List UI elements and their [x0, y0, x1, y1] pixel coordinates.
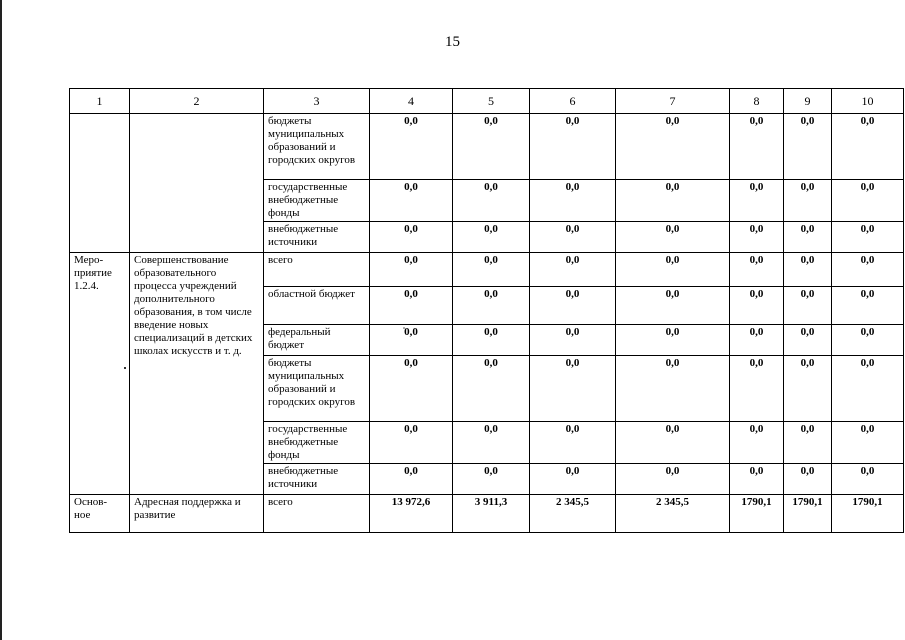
- value-cell: 0,0: [730, 287, 784, 325]
- value-cell: 0,0: [370, 114, 453, 180]
- header-cell: 4: [370, 89, 453, 114]
- value-cell: 0,0: [730, 356, 784, 422]
- activity-label-line: ное: [74, 509, 91, 521]
- value-cell: 0,0: [784, 356, 832, 422]
- budget-table: [69, 88, 904, 533]
- page-number: 15: [445, 34, 460, 50]
- table-row: [70, 253, 904, 287]
- value-cell: 2 345,5: [530, 495, 616, 533]
- value-cell: 0,0: [832, 287, 904, 325]
- value-cell: 0,0: [370, 464, 453, 495]
- value-cell: 0,0: [784, 287, 832, 325]
- value-cell: 0,0: [530, 253, 616, 287]
- header-cell: 10: [832, 89, 904, 114]
- funding-source: бюджеты муниципальных образований и городских округов: [264, 114, 370, 180]
- value-cell: 0,0: [453, 253, 530, 287]
- activity-label-cell: [70, 114, 130, 253]
- funding-source: государственные внебюджетные фонды: [264, 180, 370, 222]
- funding-source: всего: [264, 253, 370, 287]
- activity-label-line: 1.2.4.: [74, 280, 99, 292]
- value-cell: 0,0: [784, 222, 832, 253]
- value-cell: 0,0: [453, 356, 530, 422]
- value-cell: 0,0: [730, 464, 784, 495]
- value-cell: 0,0: [832, 180, 904, 222]
- value-cell: 0,0: [453, 464, 530, 495]
- header-cell: 2: [130, 89, 264, 114]
- value-cell: 0,0: [730, 114, 784, 180]
- value-cell: 3 911,3: [453, 495, 530, 533]
- value-cell: 0,0: [530, 422, 616, 464]
- value-cell: 0,0: [370, 253, 453, 287]
- value-cell: 0,0: [832, 422, 904, 464]
- activity-name-cell: Адресная поддержка и развитие: [130, 495, 264, 533]
- funding-source: внебюджетные источники: [264, 464, 370, 495]
- value-cell: 1790,1: [784, 495, 832, 533]
- value-cell: 0,0: [616, 114, 730, 180]
- value-cell: 0,0: [784, 325, 832, 356]
- value-cell: 0,0: [370, 422, 453, 464]
- value-cell: 0,0: [616, 325, 730, 356]
- activity-label-line: Меро-: [74, 254, 104, 266]
- funding-source: внебюджетные источники: [264, 222, 370, 253]
- funding-source: областной бюджет: [264, 287, 370, 325]
- value-cell: 0,0: [832, 325, 904, 356]
- header-row: [70, 89, 904, 114]
- value-cell: 0,0: [832, 114, 904, 180]
- table-row: [70, 114, 904, 180]
- funding-source: бюджеты муниципальных образований и городских округов: [264, 356, 370, 422]
- value-cell: 2 345,5: [616, 495, 730, 533]
- value-cell: 1790,1: [730, 495, 784, 533]
- value-cell: 0,0: [784, 422, 832, 464]
- value-cell: 0,0: [832, 253, 904, 287]
- value-cell: 0,0: [453, 180, 530, 222]
- value-cell: 0,0: [616, 253, 730, 287]
- header-cell: 9: [784, 89, 832, 114]
- value-cell: 0,0: [784, 180, 832, 222]
- value-cell: 0,0: [730, 325, 784, 356]
- value-cell: 0,0: [370, 325, 453, 356]
- value-cell: 0,0: [616, 422, 730, 464]
- funding-source: всего: [264, 495, 370, 533]
- value-cell: 0,0: [784, 114, 832, 180]
- activity-name-cell: [130, 114, 264, 253]
- value-cell: 0,0: [530, 222, 616, 253]
- value-cell: 0,0: [453, 287, 530, 325]
- value-cell: 0,0: [530, 464, 616, 495]
- header-cell: 6: [530, 89, 616, 114]
- value-cell: 0,0: [530, 114, 616, 180]
- value-cell: 0,0: [730, 222, 784, 253]
- value-cell: 0,0: [453, 114, 530, 180]
- value-cell: 0,0: [784, 464, 832, 495]
- table-row: [70, 495, 904, 533]
- activity-label-line: приятие: [74, 267, 112, 279]
- value-cell: 0,0: [370, 287, 453, 325]
- value-cell: 0,0: [730, 253, 784, 287]
- funding-source: государственные внебюджетные фонды: [264, 422, 370, 464]
- value-cell: 0,0: [453, 325, 530, 356]
- value-cell: 0,0: [530, 180, 616, 222]
- funding-source: федеральный бюджет: [264, 325, 370, 356]
- value-cell: 0,0: [784, 253, 832, 287]
- header-cell: 1: [70, 89, 130, 114]
- value-cell: 0,0: [530, 287, 616, 325]
- value-cell: 0,0: [730, 422, 784, 464]
- header-cell: 5: [453, 89, 530, 114]
- value-cell: 0,0: [530, 356, 616, 422]
- value-cell: 0,0: [530, 325, 616, 356]
- activity-label-cell: [70, 495, 130, 533]
- value-cell: 0,0: [616, 180, 730, 222]
- scan-edge: [0, 0, 2, 640]
- header-cell: 3: [264, 89, 370, 114]
- value-cell: 0,0: [832, 356, 904, 422]
- activity-name-cell: Совершенствование образовательного процесса учреждений дополнительного образования, в том числе введение новых специализаций в детских школах искусств и т. д.: [130, 253, 264, 495]
- header-cell: 8: [730, 89, 784, 114]
- header-cell: 7: [616, 89, 730, 114]
- value-cell: 0,0: [616, 222, 730, 253]
- value-cell: 0,0: [616, 464, 730, 495]
- activity-label-line: Основ-: [74, 496, 108, 508]
- value-cell: 13 972,6: [370, 495, 453, 533]
- value-cell: 0,0: [832, 222, 904, 253]
- value-cell: 0,0: [453, 422, 530, 464]
- activity-label-cell: [70, 253, 130, 495]
- value-cell: 0,0: [832, 464, 904, 495]
- value-cell: 1790,1: [832, 495, 904, 533]
- value-cell: 0,0: [370, 356, 453, 422]
- value-cell: 0,0: [616, 356, 730, 422]
- value-cell: 0,0: [453, 222, 530, 253]
- value-cell: 0,0: [370, 180, 453, 222]
- value-cell: 0,0: [370, 222, 453, 253]
- value-cell: 0,0: [730, 180, 784, 222]
- value-cell: 0,0: [616, 287, 730, 325]
